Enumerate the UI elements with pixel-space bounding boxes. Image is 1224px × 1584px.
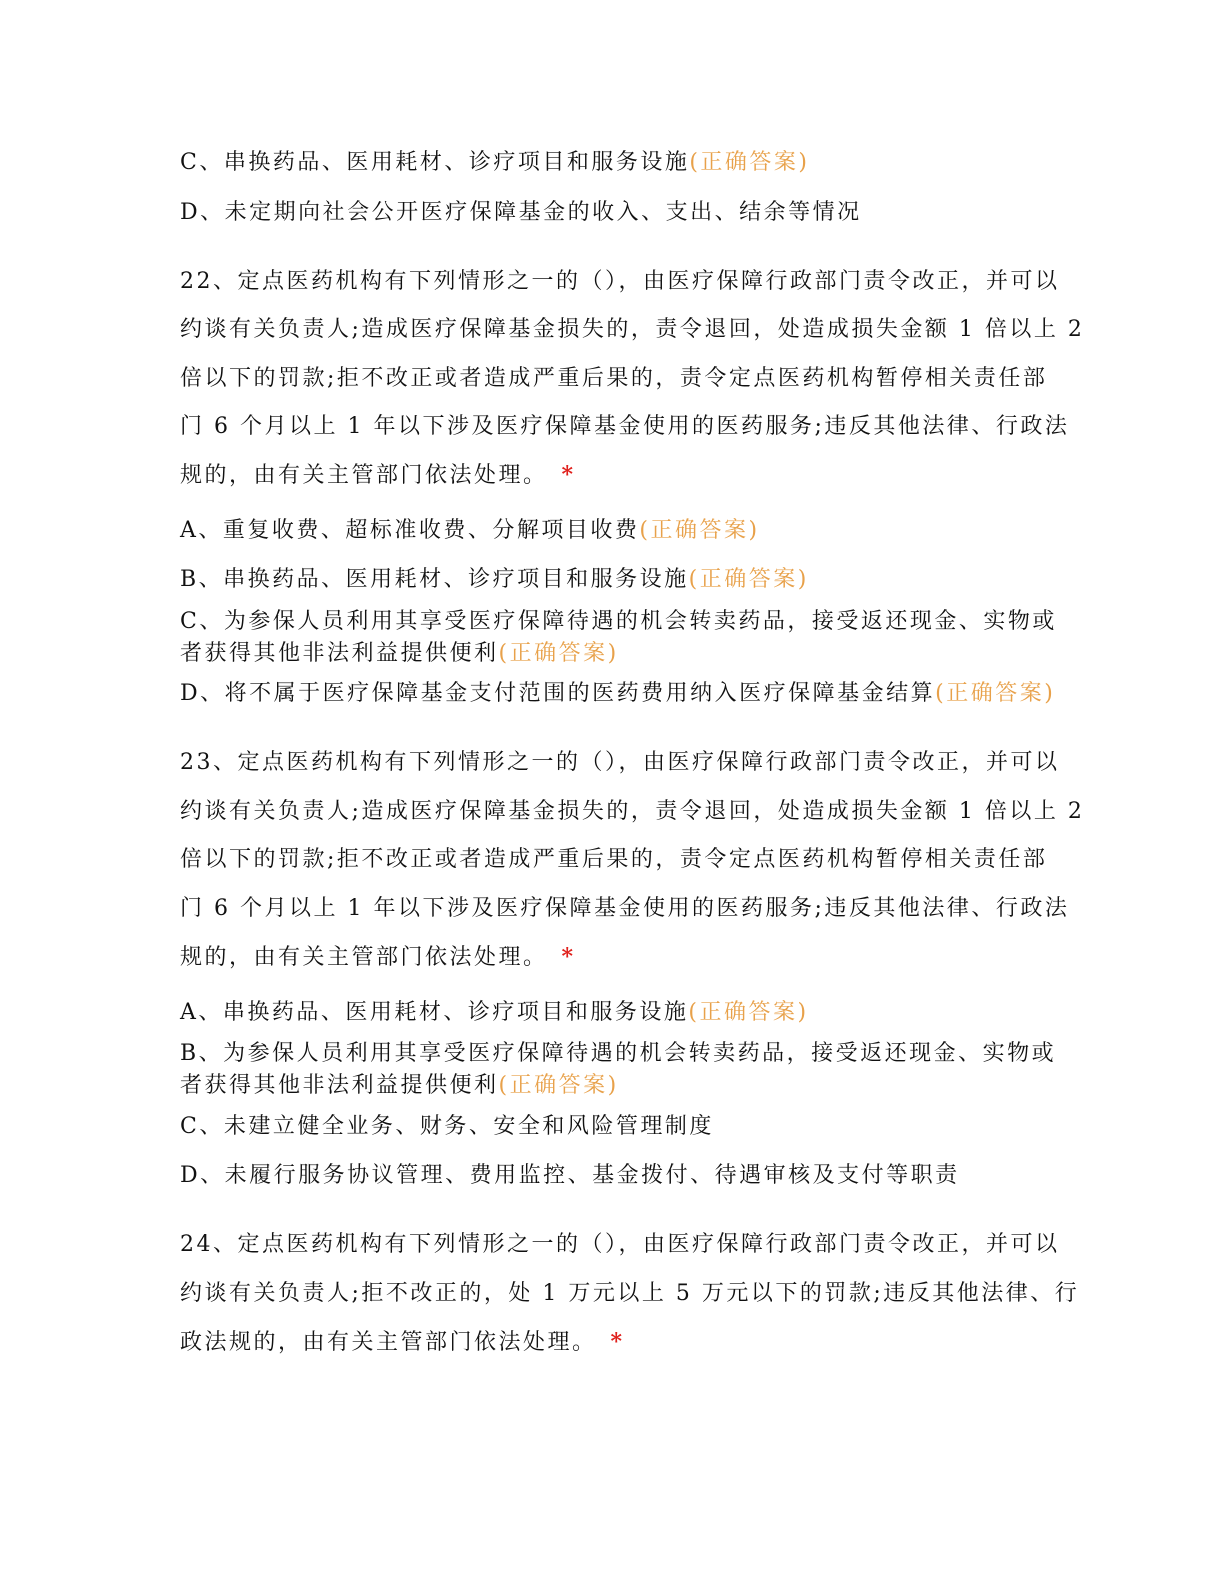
correct-answer-tag: (正确答案) xyxy=(498,641,619,666)
stem-text: 规的，由有关主管部门依法处理。 xyxy=(180,463,548,488)
option-b xyxy=(180,565,1040,595)
option-text: 者获得其他非法利益提供便利 xyxy=(180,1073,499,1098)
stem-text: 政法规的，由有关主管部门依法处理。 xyxy=(180,1330,597,1355)
option-d: D、未履行服务协议管理、费用监控、基金拨付、待遇审核及支付等职责 xyxy=(180,1163,960,1188)
option-c-continued xyxy=(180,639,1040,669)
question-stem-line: 22、定点医药机构有下列情形之一的（），由医疗保障行政部门责令改正，并可以 xyxy=(180,269,1060,294)
correct-answer-tag: (正确答案) xyxy=(688,567,809,592)
required-star-icon: * xyxy=(610,1329,625,1355)
option-text: 者获得其他非法利益提供便利 xyxy=(180,641,499,666)
option-a xyxy=(180,998,1040,1028)
question-stem-line xyxy=(180,460,1040,491)
stem-text: 规的，由有关主管部门依法处理。 xyxy=(180,945,548,970)
correct-answer-tag: (正确答案) xyxy=(689,150,810,175)
question-stem-line: 23、定点医药机构有下列情形之一的（），由医疗保障行政部门责令改正，并可以 xyxy=(180,750,1060,775)
question-stem-line: 倍以下的罚款;拒不改正或者造成严重后果的，责令定点医药机构暂停相关责任部 xyxy=(180,366,1048,391)
question-stem-line: 门 6 个月以上 1 年以下涉及医疗保障基金使用的医药服务;违反其他法律、行政法 xyxy=(180,896,1070,921)
option-text: B、串换药品、医用耗材、诊疗项目和服务设施 xyxy=(180,567,689,592)
option-c: C、未建立健全业务、财务、安全和风险管理制度 xyxy=(180,1114,714,1139)
option-text: A、重复收费、超标准收费、分解项目收费 xyxy=(180,518,640,543)
option-c: C、为参保人员利用其享受医疗保障待遇的机会转卖药品，接受返还现金、实物或 xyxy=(180,609,1057,634)
correct-answer-tag: (正确答案) xyxy=(498,1073,619,1098)
correct-answer-tag: (正确答案) xyxy=(935,681,1056,706)
option-text: A、串换药品、医用耗材、诊疗项目和服务设施 xyxy=(180,1000,689,1025)
required-star-icon: * xyxy=(561,944,576,970)
question-stem-line: 倍以下的罚款;拒不改正或者造成严重后果的，责令定点医药机构暂停相关责任部 xyxy=(180,847,1048,872)
question-stem-line: 门 6 个月以上 1 年以下涉及医疗保障基金使用的医药服务;违反其他法律、行政法 xyxy=(180,414,1070,439)
option-b: B、为参保人员利用其享受医疗保障待遇的机会转卖药品，接受返还现金、实物或 xyxy=(180,1041,1057,1066)
question-stem-line: 约谈有关负责人;造成医疗保障基金损失的，责令退回，处造成损失金额 1 倍以上 2 xyxy=(180,317,1085,342)
required-star-icon: * xyxy=(561,462,576,488)
option-d xyxy=(180,679,1056,709)
question-stem-line xyxy=(180,942,1040,973)
correct-answer-tag: (正确答案) xyxy=(688,1000,809,1025)
option-b-continued xyxy=(180,1071,1040,1101)
question-stem-line: 约谈有关负责人;造成医疗保障基金损失的，责令退回，处造成损失金额 1 倍以上 2 xyxy=(180,799,1085,824)
option-c xyxy=(180,148,1040,178)
question-stem-line: 24、定点医药机构有下列情形之一的（），由医疗保障行政部门责令改正，并可以 xyxy=(180,1232,1060,1257)
correct-answer-tag: (正确答案) xyxy=(639,518,760,543)
question-stem-line xyxy=(180,1327,1040,1358)
option-text: D、将不属于医疗保障基金支付范围的医药费用纳入医疗保障基金结算 xyxy=(180,681,936,706)
option-text: C、串换药品、医用耗材、诊疗项目和服务设施 xyxy=(180,150,690,175)
option-a xyxy=(180,516,1040,546)
option-d: D、未定期向社会公开医疗保障基金的收入、支出、结余等情况 xyxy=(180,200,862,225)
question-stem-line: 约谈有关负责人;拒不改正的，处 1 万元以上 5 万元以下的罚款;违反其他法律、行 xyxy=(180,1281,1080,1306)
